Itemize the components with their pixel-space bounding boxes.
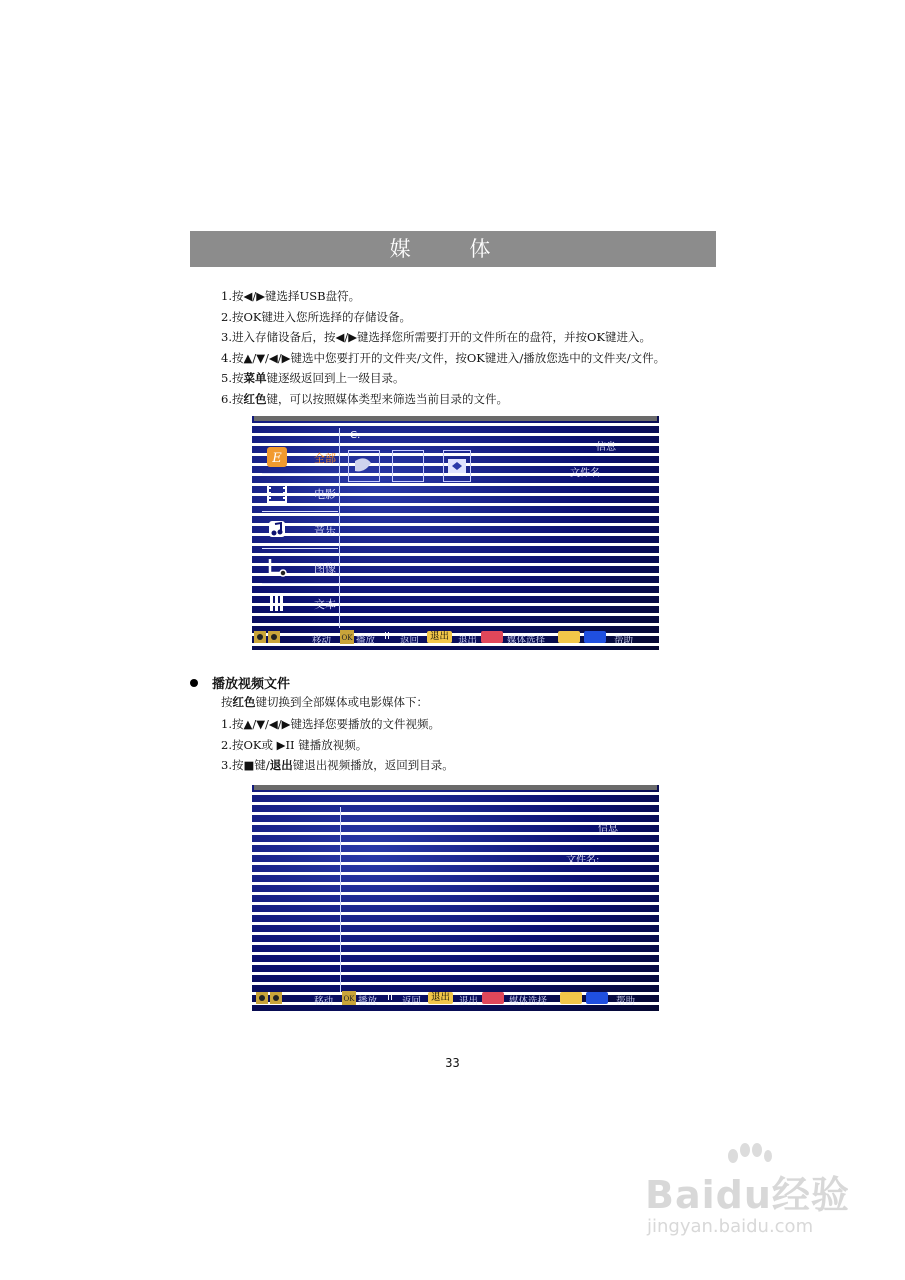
section-intro bbox=[221, 694, 428, 710]
page-number: 33 bbox=[445, 1056, 460, 1070]
svg-text:OK: OK bbox=[341, 634, 353, 642]
exit-key: 退出 bbox=[428, 992, 453, 1004]
film-icon bbox=[266, 482, 288, 504]
yellow-key-icon bbox=[560, 992, 582, 1004]
intro-text: 按 bbox=[221, 695, 233, 709]
text-icon bbox=[266, 592, 288, 614]
category-text[interactable] bbox=[266, 592, 366, 614]
watermark-url: jingyan.baidu.com bbox=[647, 1216, 814, 1237]
svg-text:OK: OK bbox=[343, 995, 355, 1003]
step-key: 菜单 bbox=[243, 371, 267, 385]
category-separator bbox=[262, 548, 338, 549]
hint-back: 返回 bbox=[400, 635, 420, 646]
hint-move: 移动 bbox=[314, 996, 334, 1007]
yellow-key-icon bbox=[558, 631, 580, 643]
sidebar-divider bbox=[340, 807, 341, 992]
step-text: 3.按■键/ bbox=[221, 758, 270, 772]
exit-key: 退出 bbox=[427, 631, 452, 643]
info-filename: 文件名 bbox=[570, 468, 600, 479]
step-text: 2.按OK或 ▶II 键播放视频。 bbox=[221, 737, 368, 752]
step-text: 1.按▲/▼/◀/▶键选择您要播放的文件视频。 bbox=[221, 717, 440, 731]
screen-bottom-bar bbox=[252, 630, 659, 646]
list-item bbox=[221, 286, 665, 307]
file-thumbnail[interactable] bbox=[443, 450, 471, 482]
file-thumbnail[interactable] bbox=[392, 450, 424, 482]
step-text: ◀/▶键选择USB盘符。 bbox=[243, 289, 361, 303]
video-steps-list bbox=[221, 714, 454, 776]
music-icon bbox=[266, 518, 288, 540]
hint-help: 帮助 bbox=[616, 996, 636, 1007]
hint-exit: 退出 bbox=[458, 635, 478, 646]
info-title: 信息 bbox=[596, 442, 616, 453]
step-text: 键退出视频播放，返回到目录。 bbox=[292, 758, 454, 772]
ok-key-icon bbox=[342, 991, 356, 1005]
list-item bbox=[221, 714, 454, 735]
category-separator bbox=[262, 583, 338, 584]
pause-icon: II bbox=[384, 631, 390, 642]
screen-top-bar bbox=[254, 785, 657, 790]
step-text: 键逐级返回到上一级目录。 bbox=[266, 371, 405, 385]
watermark-logo: Baidu经验 bbox=[645, 1173, 850, 1217]
list-item bbox=[221, 348, 665, 369]
blue-key-icon bbox=[586, 992, 608, 1004]
category-label: 图像 bbox=[314, 562, 336, 575]
list-item bbox=[221, 755, 454, 776]
step-text: 4.按▲/▼/◀/▶键选中您要打开的文件夹/文件，按OK键进入/播放您选中的文件夹/文件。 bbox=[221, 350, 666, 365]
intro-text: 键切换到全部媒体或电影媒体下： bbox=[255, 695, 428, 709]
section-title bbox=[190, 673, 290, 692]
hint-help: 帮助 bbox=[614, 635, 634, 646]
category-picture[interactable] bbox=[266, 556, 366, 578]
folder-back-icon bbox=[349, 451, 379, 481]
file-icon bbox=[444, 451, 470, 481]
list-item bbox=[221, 327, 665, 348]
category-label: 音乐 bbox=[314, 524, 336, 537]
hint-media-select: 媒体选择 bbox=[509, 996, 548, 1007]
category-separator bbox=[262, 473, 338, 474]
navigation-keys-icon bbox=[254, 630, 280, 644]
ok-key-icon bbox=[340, 630, 354, 644]
navigation-keys-icon bbox=[256, 991, 282, 1005]
step-text: 5.按 bbox=[221, 371, 244, 385]
hint-play: 播放 bbox=[356, 635, 376, 646]
usb-steps-list bbox=[221, 286, 665, 409]
drive-label: C: bbox=[350, 430, 361, 441]
category-label: 文本 bbox=[314, 598, 336, 611]
blue-key-icon bbox=[584, 631, 606, 643]
screen-bottom-bar bbox=[252, 991, 659, 1007]
pause-icon: II bbox=[387, 992, 393, 1003]
picture-icon bbox=[266, 556, 288, 578]
info-filename: 文件名: bbox=[566, 855, 600, 866]
step-key: 红色 bbox=[243, 391, 267, 406]
step-text: 3.进入存储设备后，按◀/▶键选择您所需要打开的文件所在的盘符，并按OK键进入。 bbox=[221, 330, 652, 344]
hint-exit: 退出 bbox=[459, 996, 479, 1007]
list-item bbox=[221, 389, 665, 410]
step-text: 键，可以按照媒体类型来筛选当前目录的文件。 bbox=[266, 391, 508, 406]
category-music[interactable] bbox=[266, 518, 366, 540]
page-title-banner: 媒 体 bbox=[190, 231, 716, 267]
video-browser-screenshot bbox=[252, 785, 659, 1011]
step-key: 退出 bbox=[269, 758, 293, 772]
list-item bbox=[221, 368, 665, 389]
red-key-icon bbox=[482, 992, 504, 1004]
category-label: 全部 bbox=[314, 452, 336, 465]
intro-key: 红色 bbox=[232, 695, 256, 709]
category-separator bbox=[262, 511, 338, 512]
step-text: 1.按 bbox=[221, 289, 244, 303]
all-media-icon bbox=[266, 446, 288, 468]
hint-play: 播放 bbox=[358, 996, 378, 1007]
info-title: 信息 bbox=[598, 823, 618, 834]
list-item bbox=[221, 307, 665, 328]
category-movie[interactable] bbox=[266, 482, 366, 504]
step-text: 2.按OK键进入您所选择的存储设备。 bbox=[221, 309, 411, 324]
file-thumbnail[interactable] bbox=[348, 450, 380, 482]
svg-text:E: E bbox=[272, 451, 282, 466]
hint-media-select: 媒体选择 bbox=[507, 635, 546, 646]
category-label: 电影 bbox=[314, 488, 336, 501]
hint-back: 返回 bbox=[402, 996, 422, 1007]
watermark bbox=[645, 1142, 855, 1252]
hint-move: 移动 bbox=[312, 635, 332, 646]
screen-top-bar bbox=[254, 416, 657, 421]
step-text: 6.按 bbox=[221, 391, 244, 406]
section-title-text: 播放视频文件 bbox=[212, 677, 291, 692]
bullet-icon bbox=[190, 679, 198, 687]
red-key-icon bbox=[481, 631, 503, 643]
list-item bbox=[221, 735, 454, 756]
media-browser-screenshot bbox=[252, 416, 659, 650]
